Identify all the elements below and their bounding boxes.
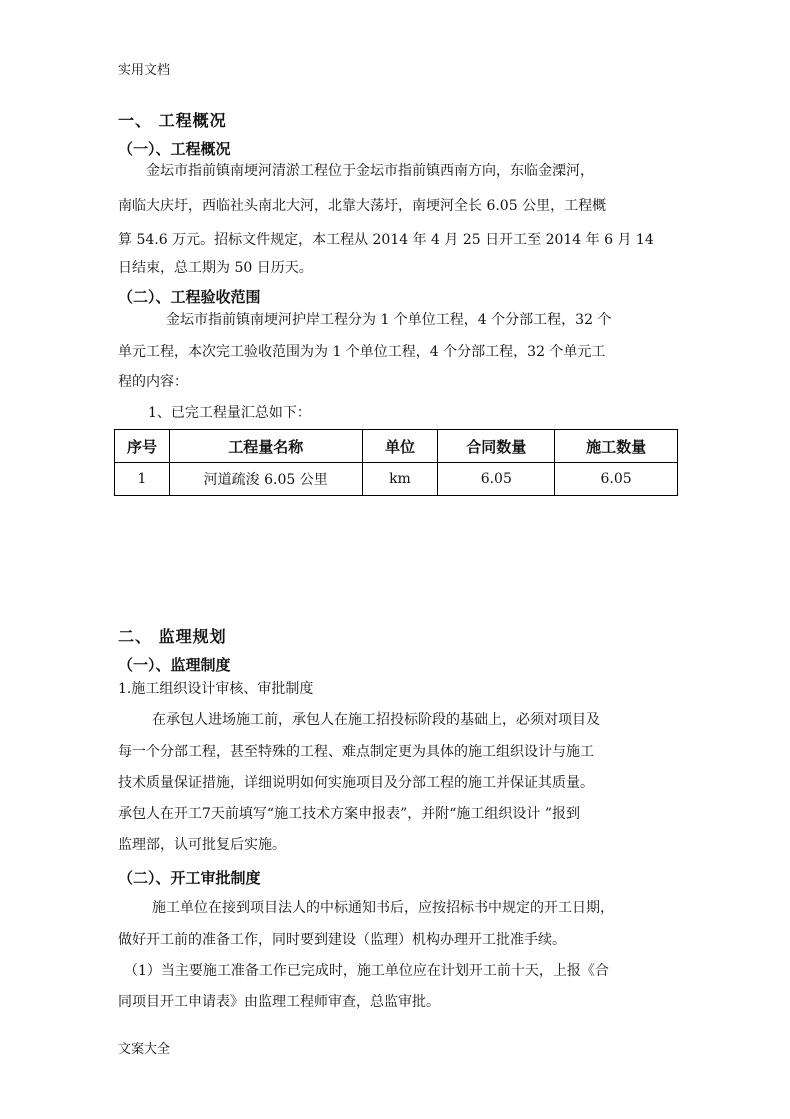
table-header-row [115, 430, 678, 463]
th-contract-qty: 合同数量 [438, 430, 555, 463]
section-2-title: 二、 监理规划 [118, 627, 227, 646]
s2-item-1: 1.施工组织设计审核、审批制度 [118, 681, 314, 697]
s1-sub1-line-2: 南临大庆圩，西临社头南北大河，北靠大荡圩，南埂河全长 6.05 公里，工程概 [118, 198, 607, 214]
s1-sub2-line-1: 金坛市指前镇南埂河护岸工程分为 1 个单位工程，4 个分部工程，32 个 [166, 312, 612, 328]
th-unit: 单位 [362, 430, 438, 463]
quantity-table [114, 429, 678, 496]
s1-sub2-line-2: 单元工程，本次完工验收范围为为 1 个单位工程，4 个分部工程，32 个单元工 [118, 344, 606, 360]
s1-list-intro: 1、已完工程量汇总如下： [148, 405, 311, 421]
cell-name: 河道疏浚 6.05 公里 [169, 463, 362, 496]
s1-sub2-line-3: 程的内容： [118, 374, 188, 390]
section-2-sub1-title [118, 654, 231, 675]
section-1-title: 一、 工程概况 [118, 111, 227, 130]
s2-sub1-line-1: 在承包人进场施工前，承包人在施工招投标阶段的基础上，必须对项目及 [152, 712, 600, 728]
page-header: 实用文档 [118, 63, 171, 78]
th-index: 序号 [115, 430, 170, 463]
s2-sub2-line-1: 施工单位在接到项目法人的中标通知书后，应按招标书中规定的开工日期， [152, 900, 614, 916]
s2-sub2-line-2: 做好开工前的准备工作，同时要到建设（监理）机构办理开工批准手续。 [118, 932, 566, 948]
s2-sub1-line-3: 技术质量保证措施，详细说明如何实施项目及分部工程的施工并保证其质量。 [118, 775, 594, 791]
cell-construction-qty: 6.05 [555, 463, 678, 496]
th-construction-qty: 施工数量 [555, 430, 678, 463]
section-2-sub2-title: （二）、开工审批制度 [118, 869, 261, 887]
table-row [115, 463, 678, 496]
section-1-sub2-title: （二）、工程验收范围 [118, 288, 261, 306]
section-1-sub1-title: （一）、工程概况 [118, 140, 231, 158]
s2-sub2-line-4: 同项目开工申请表》由监理工程师审查，总监审批。 [118, 994, 440, 1010]
s2-sub1-line-2: 每一个分部工程，甚至特殊的工程、难点制定更为具体的施工组织设计与施工 [118, 744, 594, 760]
s2-sub1-line-5: 监理部，认可批复后实施。 [118, 837, 286, 853]
cell-contract-qty: 6.05 [438, 463, 555, 496]
s2-sub1-line-4: 承包人在开工7天前填写“施工技术方案申报表”，并附“施工组织设计 ”报到 [118, 806, 580, 822]
s1-sub1-line-4: 日结束，总工期为 50 日历天。 [118, 260, 313, 276]
s1-sub1-line-1: 金坛市指前镇南埂河清淤工程位于金坛市指前镇西南方向，东临金溧河， [146, 163, 594, 179]
cell-unit: km [362, 463, 438, 496]
s2-sub2-line-3: （1）当主要施工准备工作已完成时，施工单位应在计划开工前十天，上报《合 [124, 963, 609, 979]
th-name: 工程量名称 [169, 430, 362, 463]
page-footer: 文案大全 [118, 1042, 171, 1057]
cell-index: 1 [115, 463, 170, 496]
s1-sub1-line-3: 算 54.6 万元。招标文件规定，本工程从 2014 年 4 月 25 日开工至 2014 年 6 月 14 [118, 232, 654, 248]
section-2-sub1-title-text: （一）、监理制度 [118, 656, 231, 674]
